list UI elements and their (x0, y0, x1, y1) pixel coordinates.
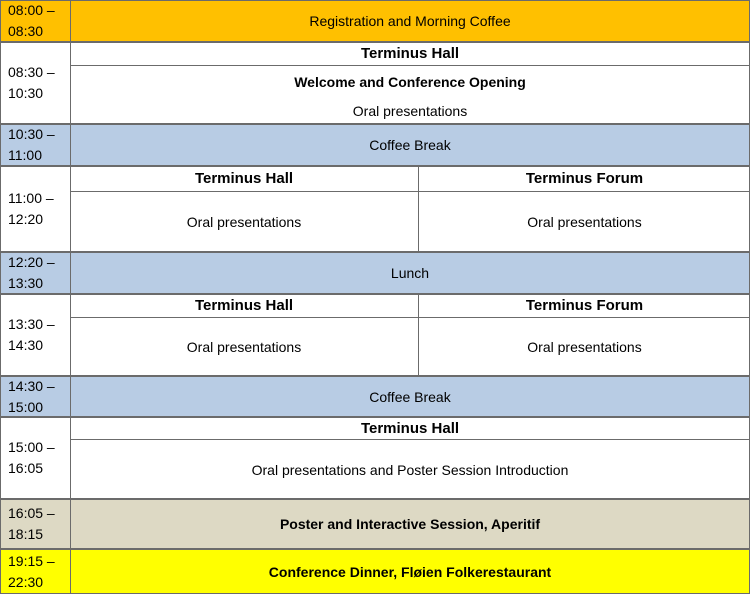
venue-header: Terminus Hall (194, 297, 294, 314)
column-divider (418, 294, 419, 376)
row-divider (70, 317, 750, 318)
session-welcome: Welcome and Conference Opening (294, 74, 526, 90)
row-divider (0, 123, 750, 125)
row-divider (0, 498, 750, 500)
row-divider (0, 165, 750, 167)
column-divider (70, 0, 71, 594)
row-divider (0, 251, 750, 253)
time-slot: 19:15 – 22:30 (0, 549, 70, 594)
venue-header: Terminus Hall (360, 45, 460, 62)
row-divider (0, 41, 750, 43)
session-oral: Oral presentations (527, 214, 642, 230)
session-oral: Oral presentations (186, 339, 302, 355)
time-slot: 12:20 – 13:30 (0, 252, 70, 294)
session-coffee-break: Coffee Break (70, 124, 750, 166)
table-border (0, 0, 1, 594)
row-divider (70, 191, 750, 192)
time-slot: 13:30 – 14:30 (8, 316, 55, 353)
session-dinner: Conference Dinner, Fløien Folkerestaurant (70, 549, 750, 594)
time-slot: 15:00 – 16:05 (8, 439, 55, 476)
time-slot: 10:30 – 11:00 (0, 124, 70, 166)
row-divider (0, 548, 750, 550)
session-registration: Registration and Morning Coffee (70, 0, 750, 42)
session-oral: Oral presentations (527, 339, 642, 355)
row-divider (70, 439, 750, 440)
session-oral: Oral presentations (186, 214, 302, 230)
session-oral-poster-intro: Oral presentations and Poster Session Introduction (251, 461, 569, 478)
table-border (0, 0, 750, 1)
session-poster: Poster and Interactive Session, Aperitif (70, 499, 750, 549)
time-slot: 08:00 – 08:30 (0, 0, 70, 42)
venue-header: Terminus Hall (360, 419, 460, 437)
row-divider (70, 65, 750, 66)
venue-header: Terminus Forum (525, 297, 644, 314)
time-slot: 11:00 – 12:20 (8, 190, 54, 227)
row-divider (0, 375, 750, 377)
time-slot: 16:05 – 18:15 (0, 499, 70, 549)
row-divider (0, 416, 750, 418)
session-lunch: Lunch (70, 252, 750, 294)
session-coffee-break: Coffee Break (70, 376, 750, 417)
venue-header: Terminus Hall (194, 170, 294, 187)
column-divider (418, 166, 419, 252)
row-divider (0, 293, 750, 295)
time-slot: 14:30 – 15:00 (0, 376, 70, 417)
session-subtitle: Oral presentations (352, 103, 468, 119)
venue-header: Terminus Forum (525, 170, 644, 187)
time-slot: 08:30 – 10:30 (8, 64, 55, 101)
